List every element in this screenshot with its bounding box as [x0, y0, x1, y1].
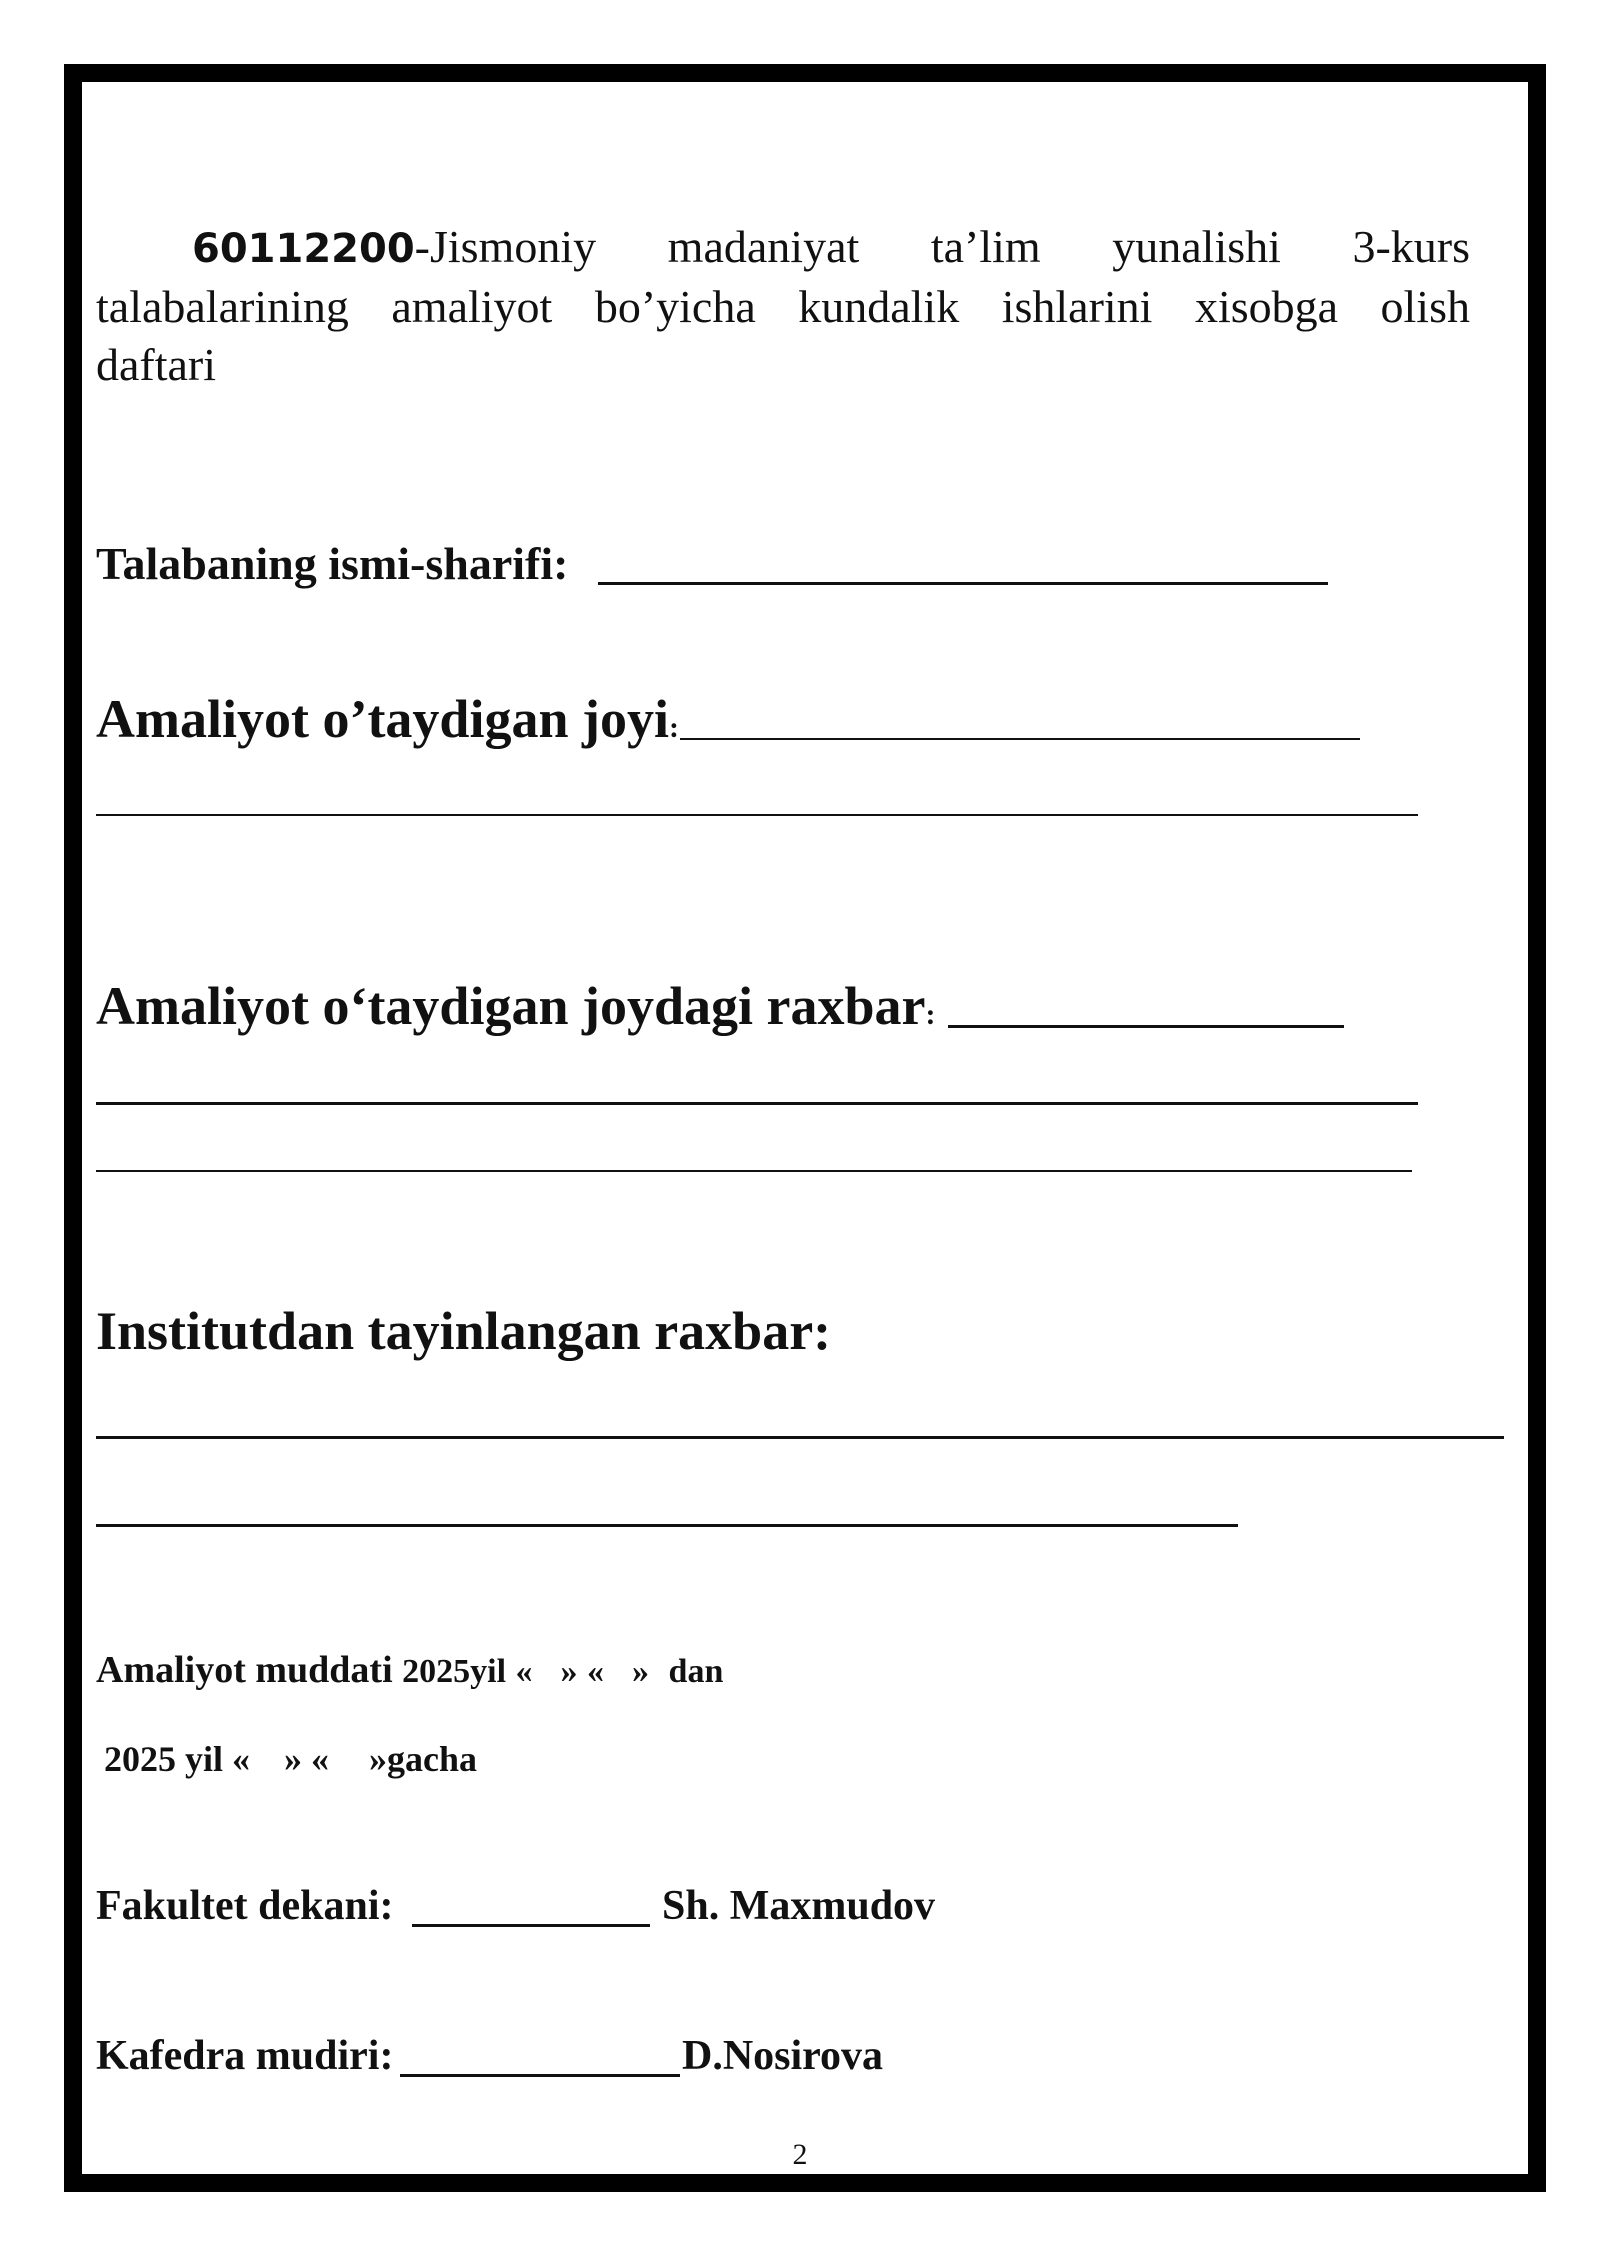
program-code: 60112200: [192, 226, 415, 272]
institute-supervisor-label: Institutdan tayinlangan raxbar:: [96, 1301, 832, 1361]
practice-place-colon: :: [669, 711, 679, 744]
period-start-year: 2025yil: [402, 1653, 507, 1690]
dean-signature-field[interactable]: [412, 1924, 650, 1927]
document-title: [96, 218, 1470, 394]
title-line-1: [96, 218, 1470, 278]
place-supervisor-field-3[interactable]: [96, 1170, 1412, 1172]
period-from-line: [96, 1648, 723, 1692]
period-label: Amaliyot muddati: [96, 1649, 393, 1691]
practice-place-label-text: Amaliyot o’taydigan joyi: [96, 689, 669, 749]
period-start-day-open: «: [515, 1653, 533, 1690]
place-supervisor-field-2[interactable]: [96, 1102, 1418, 1105]
institute-supervisor-field[interactable]: [96, 1436, 1504, 1439]
period-start-day-close: »: [560, 1653, 578, 1690]
period-to-word: gacha: [387, 1739, 478, 1779]
place-supervisor-field[interactable]: [948, 1025, 1344, 1028]
student-name-field[interactable]: [598, 582, 1328, 585]
head-name: D.Nosirova: [682, 2033, 884, 2079]
period-start-month-open: «: [587, 1653, 605, 1690]
place-supervisor-colon: :: [925, 998, 936, 1031]
institute-supervisor-field-2[interactable]: [96, 1524, 1238, 1527]
title-line-1-text: -Jismoniy madaniyat ta’lim yunalishi 3-kurs: [414, 221, 1470, 272]
student-name-label: Talabaning ismi-sharifi:: [96, 538, 569, 589]
period-end-month-close: »: [369, 1739, 388, 1779]
dean-label: Fakultet dekani:: [96, 1883, 394, 1929]
head-signature-field[interactable]: [400, 2074, 680, 2077]
period-start-month-close: »: [632, 1653, 650, 1690]
period-end-day-open: «: [232, 1739, 251, 1779]
page-border-inner: [80, 80, 1530, 2176]
practice-place-field[interactable]: [680, 738, 1360, 740]
period-end-day-close: »: [284, 1739, 303, 1779]
practice-place-field-2[interactable]: [96, 814, 1418, 816]
title-line-2: talabalarining amaliyot bo’yicha kundalik ishlarini xisobga olish: [96, 281, 1470, 332]
period-from-word: dan: [668, 1653, 724, 1690]
place-supervisor-label: [96, 975, 936, 1037]
head-label: Kafedra mudiri:: [96, 2033, 394, 2079]
title-line-3: daftari: [96, 339, 217, 390]
place-supervisor-label-text: Amaliyot o‘taydigan joydagi raxbar: [96, 976, 926, 1036]
page-number: 2: [792, 2138, 808, 2171]
practice-place-label: [96, 688, 679, 750]
period-to-line: [104, 1738, 477, 1780]
period-end-year: 2025 yil: [104, 1739, 224, 1779]
dean-name: Sh. Maxmudov: [662, 1883, 936, 1929]
period-end-month-open: «: [311, 1739, 330, 1779]
